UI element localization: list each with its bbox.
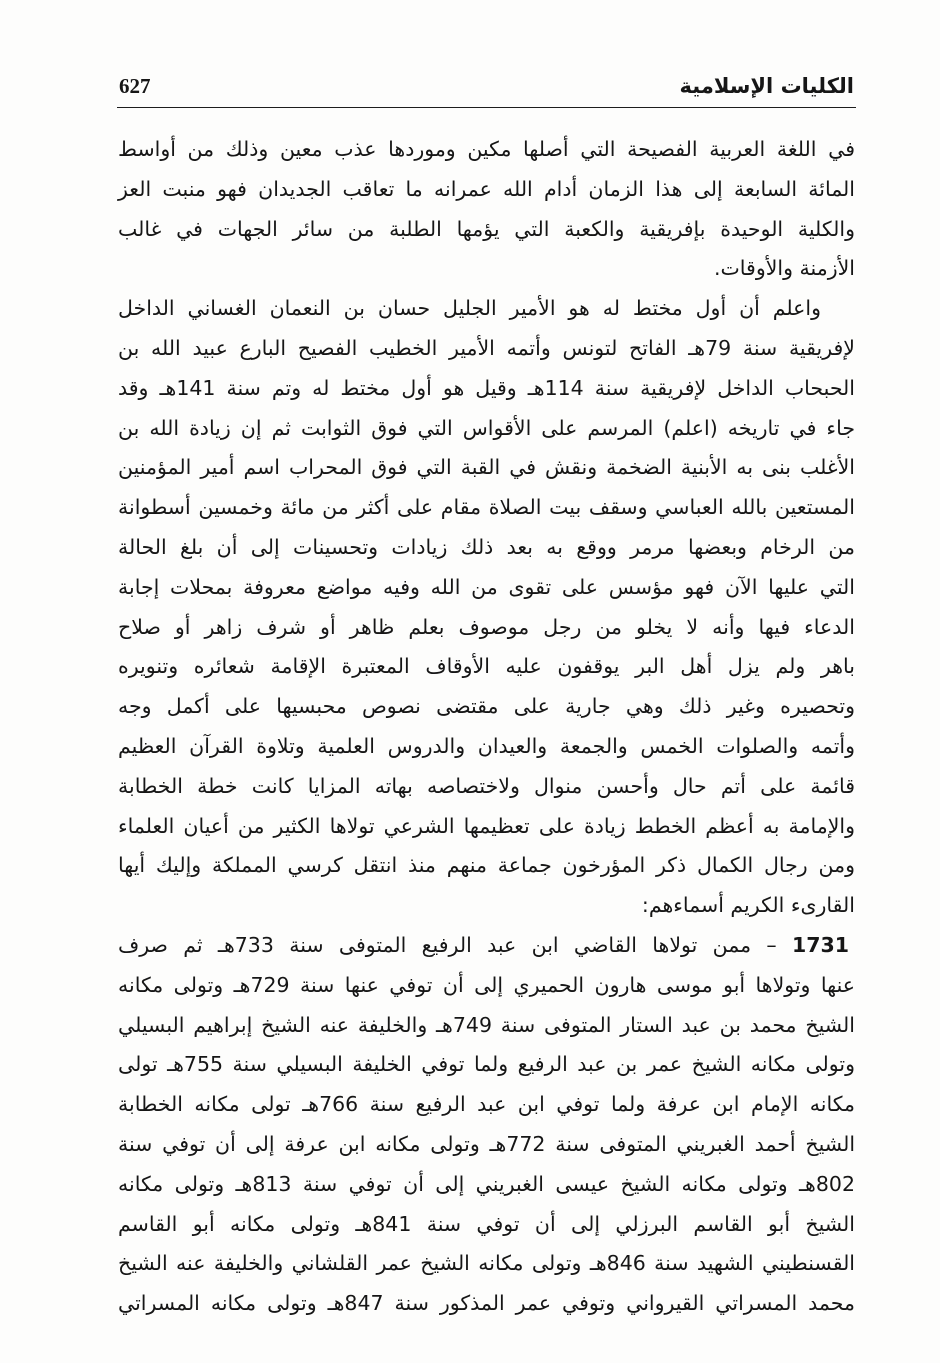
text-line: القارىء الكريم أسماءهم: bbox=[641, 893, 855, 918]
text-line: وتولى مكانه الشيخ عمر بن عبد الرفيع ولما توفي الخليفة البسيلي سنة 755هـ تولى bbox=[118, 1052, 855, 1077]
text-line: التي عليها الآن فهو مؤسس على تقوى من الله وفيه مواضع معروفة بمحلات إجابة bbox=[118, 574, 855, 599]
text-line: الدعاء فيها وأنه لا يخلو من رجل موصوف بعلم ظاهر أو شرف زاهر أو صلاح bbox=[118, 614, 855, 639]
text-line: الشيخ أحمد الغبريني المتوفى سنة 772هـ وتولى مكانه ابن عرفة إلى أن توفي سنة bbox=[118, 1131, 856, 1156]
text-line: القسنطيني الشهيد سنة 846هـ وتولى مكانه الشيخ عمر القلشاني والخليفة عنه الشيخ bbox=[118, 1251, 856, 1276]
text-line: والكلية الوحيدة بإفريقية والكعبة التي يؤمها الطلبة من سائر الجهات في غالب bbox=[118, 216, 855, 241]
text-line: المائة السابعة إلى هذا الزمان أدام الله عمرانه ما تعاقب الجديدان فهو منبت العز bbox=[118, 176, 855, 201]
text-line: الحبحاب الداخل لإفريقية سنة 114هـ وقيل هو أول مختط له وتم سنة 141هـ وقد bbox=[118, 375, 855, 400]
text-line: وتحصيره وغير ذلك وهي جارية على مقتضى نصوص محبسيها على أكمل وجه bbox=[118, 694, 855, 719]
text-line: واعلم أن أول مختط له هو الأمير الجليل حسان بن النعمان الغساني الداخل bbox=[118, 296, 821, 321]
text-line: لإفريقية سنة 79هـ الفاتح لتونس وأتمه الأمير الخطيب الفصيح البارع عبيد الله بن bbox=[118, 335, 855, 360]
header-rule bbox=[117, 107, 856, 108]
running-title: الكليات الإسلامية bbox=[679, 74, 854, 98]
text-line: جاء في تاريخه (اعلم) المرسم على الأقواس التي فوق الثوابت ثم إن زيادة الله بن bbox=[118, 415, 855, 440]
text-line: في اللغة العربية الفصيحة التي أصلها مكين وموردها عذب معين وذلك من أواسط bbox=[118, 137, 855, 161]
entry-line-text: – ممن تولاها القاضي ابن عبد الرفيع المتوفى سنة 733هـ ثم صرف bbox=[118, 932, 777, 957]
paragraph bbox=[118, 130, 855, 289]
text-line: 802هـ وتولى مكانه الشيخ عيسى الغبريني إلى أن توفي سنة 813هـ وتولى مكانه bbox=[118, 1171, 855, 1196]
paragraph bbox=[118, 289, 855, 926]
text-line: ومن رجال الكمال ذكر المؤرخون جماعة منهم منذ انتقل كرسي المملكة وإليك أيها bbox=[118, 853, 855, 878]
text-line: من الرخام وبعضها مرمر ووقع به بعد ذلك زيادات وتحسينات إلى أن بلغ الحالة bbox=[118, 534, 855, 559]
text-line: الشيخ محمد بن عبد الستار المتوفى سنة 749هـ والخليفة عنه الشيخ إبراهيم البسيلي bbox=[118, 1012, 855, 1037]
entry-number: 1731 bbox=[791, 932, 849, 957]
text-line: الشيخ أبو القاسم البرزلي إلى أن توفي سنة 841هـ وتولى مكانه أبو القاسم bbox=[118, 1211, 855, 1236]
text-line: الأزمنة والأوقات. bbox=[713, 256, 855, 281]
text-line: قائمة على أتم حال وأحسن منوال ولاختصاصه بهاته المزايا كانت خطة الخطابة bbox=[118, 773, 855, 798]
text-line: عنها وتولاها أبو موسى هارون الحميري إلى أن توفي عنها سنة 729هـ وتولى مكانه bbox=[118, 972, 855, 997]
text-line: باهر ولم يزل أهل البر يوقفون عليه الأوقاف المعتبرة الإقامة شعائره وتنويره bbox=[118, 654, 855, 679]
body-text bbox=[118, 130, 855, 1324]
text-line: والإمامة به أعظم الخطط زيادة على تعظيمها الشرعي تولاها الكثير من أعيان العلماء bbox=[118, 813, 855, 838]
page-number: 627 bbox=[119, 74, 151, 98]
text-line bbox=[118, 926, 855, 966]
text-line: المستعين بالله العباسي وسقف بيت الصلاة مقام على أكثر من مائة وخمسين أسطوانة bbox=[118, 495, 855, 520]
text-line: محمد المسراتي القيرواني وتوفي عمر المذكور سنة 847هـ وتولى مكانه المسراتي bbox=[118, 1291, 855, 1316]
text-line: الأغلب بنى به الأبنية الضخمة ونقش في القبة التي فوق المحراب اسم أمير المؤمنين bbox=[118, 455, 855, 480]
text-line: مكانه الإمام ابن عرفة ولما توفي ابن عبد الرفيع سنة 766هـ تولى مكانه الخطابة bbox=[118, 1092, 855, 1117]
paragraph bbox=[118, 926, 855, 1324]
text-line: وأتمه والصلوات الخمس والجمعة والعيدان والدروس العلمية وتلاوة القرآن العظيم bbox=[118, 733, 855, 758]
